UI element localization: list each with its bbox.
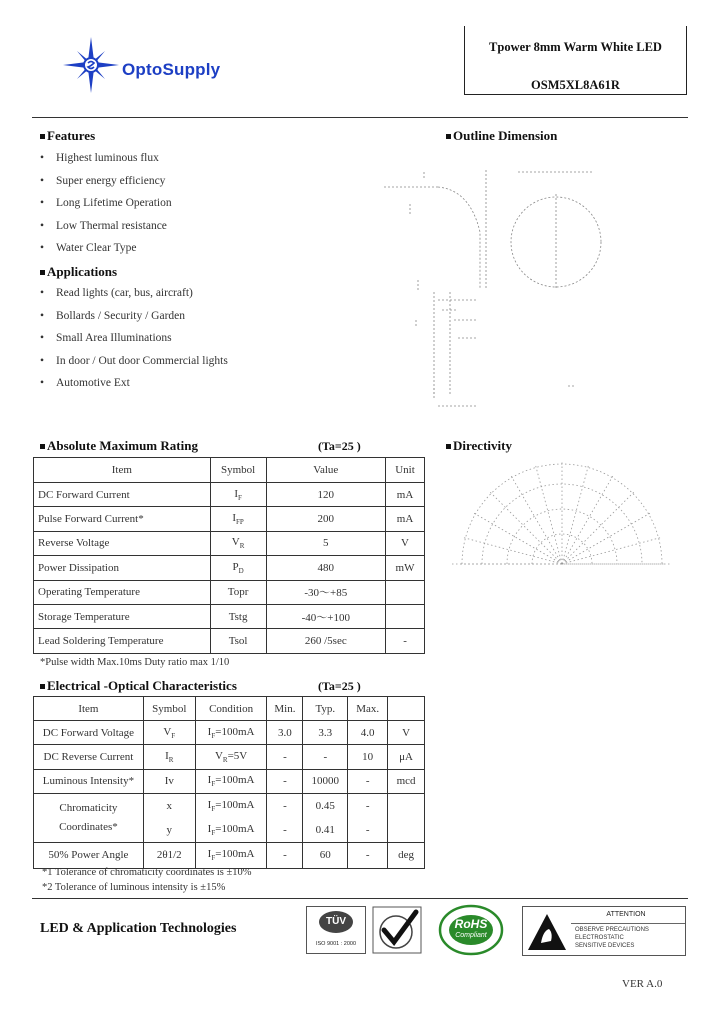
title-box <box>464 26 687 95</box>
amr-row <box>34 604 425 628</box>
feature-item <box>40 242 172 265</box>
feature-item <box>40 220 172 243</box>
amr-row <box>34 556 425 580</box>
eoc-max: 10 <box>348 745 388 769</box>
amr-unit: V <box>386 531 425 555</box>
eoc-typ: 10000 <box>303 769 348 793</box>
directivity-radiation-diagram <box>446 460 676 582</box>
eoc-max: - <box>348 818 388 842</box>
eoc-symbol: $V_F$ <box>143 721 195 745</box>
eoc-min: - <box>267 818 303 842</box>
amr-unit <box>386 580 425 604</box>
eoc-chroma-item: Chromaticity Coordinates* <box>34 794 144 843</box>
bullet-dot-icon: • <box>40 332 45 345</box>
eoc-heading: Electrical -Optical Characteristics <box>40 678 237 694</box>
amr-value: 200 <box>266 507 386 531</box>
eoc-symbol: x <box>143 794 195 818</box>
eoc-typ: 0.41 <box>303 818 348 842</box>
amr-row <box>34 483 425 507</box>
bullet-dot-icon: • <box>40 377 45 390</box>
eoc-unit: mcd <box>388 769 425 793</box>
eoc-item: DC Reverse Current <box>34 745 144 769</box>
eoc-col-min: Min. <box>267 697 303 721</box>
bullet-dot-icon: • <box>40 152 45 164</box>
feature-item <box>40 197 172 220</box>
directivity-heading: Directivity <box>446 438 512 454</box>
section-bullet-icon <box>40 270 45 275</box>
amr-symbol: Topr <box>210 580 266 604</box>
eoc-symbol: y <box>143 818 195 842</box>
applications-heading: Applications <box>40 264 117 280</box>
application-item-text: Automotive Ext <box>56 377 130 390</box>
eoc-item: 50% Power Angle <box>34 842 144 868</box>
eoc-item: Luminous Intensity* <box>34 769 144 793</box>
eoc-note-1: *1 Tolerance of chromaticity coordinates is ±10% <box>42 867 252 878</box>
company-name: LED & Application Technologies <box>40 921 237 936</box>
eoc-min: - <box>267 842 303 868</box>
features-heading: Features <box>40 128 95 144</box>
amr-item: Storage Temperature <box>34 604 211 628</box>
eoc-col-max: Max. <box>348 697 388 721</box>
outline-dimension-drawing <box>378 160 618 416</box>
section-bullet-icon <box>446 134 451 139</box>
attention-text: ATTENTION <box>606 911 646 918</box>
eoc-typ: 3.3 <box>303 721 348 745</box>
eoc-condition: $I_F=100mA$ <box>195 721 267 745</box>
eoc-chroma-row <box>34 794 425 818</box>
amr-value: 5 <box>266 531 386 555</box>
amr-value: -30～+85 <box>266 580 386 604</box>
amr-value: 120 <box>266 483 386 507</box>
eoc-condition: (Ta=25 ) <box>318 679 361 693</box>
eoc-min: - <box>267 769 303 793</box>
eoc-condition: $I_F=100mA$ <box>195 842 267 868</box>
compliant-label: Compliant <box>455 932 487 939</box>
eoc-max: - <box>348 842 388 868</box>
attention-divider <box>571 923 685 924</box>
eoc-col-item: Item <box>34 697 144 721</box>
eoc-typ: 0.45 <box>303 794 348 818</box>
directivity-grid-spoke <box>562 464 589 564</box>
application-item-text: In door / Out door Commercial lights <box>56 354 228 367</box>
eoc-symbol: Iv <box>143 769 195 793</box>
applications-list <box>40 287 228 400</box>
product-title: Tpower 8mm Warm White LED <box>489 40 662 54</box>
eoc-col-condition: Condition <box>195 697 267 721</box>
eoc-col-typ: Typ. <box>303 697 348 721</box>
eoc-symbol: $I_R$ <box>143 745 195 769</box>
directivity-grid-spoke <box>488 490 562 564</box>
eoc-row <box>34 721 425 745</box>
part-number: OSM5XL8A61R <box>531 78 620 92</box>
eoc-typ: - <box>303 745 348 769</box>
application-item-text: Read lights (car, bus, aircraft) <box>56 287 193 299</box>
amr-header-row <box>34 458 425 483</box>
footer-divider <box>32 898 688 899</box>
feature-item-text: Highest luminous flux <box>56 152 159 164</box>
bullet-dot-icon: • <box>40 287 45 299</box>
section-bullet-icon <box>446 444 451 449</box>
amr-symbol: $V_R$ <box>210 531 266 555</box>
eoc-max: - <box>348 794 388 818</box>
amr-condition: (Ta=25 ) <box>318 439 361 453</box>
bullet-dot-icon: • <box>40 219 45 232</box>
directivity-grid-spoke <box>562 512 652 564</box>
directivity-grid-spoke <box>472 512 562 564</box>
directivity-grid-spoke <box>510 474 562 564</box>
amr-row <box>34 580 425 604</box>
eoc-condition: $I_F=100mA$ <box>195 818 267 842</box>
rohs-label: RoHS <box>454 917 488 931</box>
amr-unit: mA <box>386 507 425 531</box>
amr-unit <box>386 604 425 628</box>
esd-warning-icon <box>527 913 567 951</box>
amr-symbol: $P_D$ <box>210 556 266 580</box>
outline-heading: Outline Dimension <box>446 128 557 144</box>
application-item <box>40 355 228 378</box>
eoc-row <box>34 745 425 769</box>
amr-item: Lead Soldering Temperature <box>34 629 211 653</box>
eoc-header-row <box>34 697 425 721</box>
feature-item-text: Long Lifetime Operation <box>56 197 172 210</box>
esd-attention-label <box>522 906 686 956</box>
version-label: VER A.0 <box>622 978 663 990</box>
iso-label: ISO 9001 : 2000 <box>315 941 357 947</box>
amr-item: DC Forward Current <box>34 483 211 507</box>
amr-col-symbol: Symbol <box>210 458 266 483</box>
amr-symbol: $I_{FP}$ <box>210 507 266 531</box>
amr-item: Reverse Voltage <box>34 531 211 555</box>
amr-value: 260 /5sec <box>266 629 386 653</box>
section-bullet-icon <box>40 134 45 139</box>
features-list <box>40 152 172 265</box>
eoc-col-symbol: Symbol <box>143 697 195 721</box>
feature-item-text: Low Thermal resistance <box>56 219 167 232</box>
brand-name: OptoSupply <box>122 60 221 79</box>
amr-heading: Absolute Maximum Rating <box>40 438 198 454</box>
eoc-min: 3.0 <box>267 721 303 745</box>
eoc-col-unit <box>388 697 425 721</box>
eoc-condition: $I_F=100mA$ <box>195 769 267 793</box>
eoc-typ: 60 <box>303 842 348 868</box>
feature-item <box>40 175 172 198</box>
directivity-grid-spoke <box>462 537 562 564</box>
eoc-unit <box>388 794 425 843</box>
eoc-max: - <box>348 769 388 793</box>
eoc-table <box>33 696 425 869</box>
rohs-compliant-badge <box>438 904 504 956</box>
amr-unit: mA <box>386 483 425 507</box>
eoc-item: DC Forward Voltage <box>34 721 144 745</box>
feature-item-text: Water Clear Type <box>56 242 137 255</box>
bullet-dot-icon: • <box>40 174 45 187</box>
application-item <box>40 310 228 333</box>
directivity-grid-spoke <box>562 490 636 564</box>
amr-item: Power Dissipation <box>34 556 211 580</box>
eoc-row <box>34 842 425 868</box>
esd-text: OBSERVE PRECAUTIONS ELECTROSTATIC SENSITIVE DEVICES <box>575 927 649 949</box>
amr-value: 480 <box>266 556 386 580</box>
feature-item-text: Super energy efficiency <box>56 174 166 187</box>
application-item <box>40 377 228 400</box>
amr-unit: mW <box>386 556 425 580</box>
eoc-unit: V <box>388 721 425 745</box>
bullet-dot-icon: • <box>40 197 45 210</box>
amr-table <box>33 457 425 654</box>
eoc-condition: $I_F=100mA$ <box>195 794 267 818</box>
application-item <box>40 287 228 310</box>
amr-col-unit: Unit <box>386 458 425 483</box>
tuv-iso-certification-badge <box>306 906 366 954</box>
amr-row <box>34 531 425 555</box>
amr-symbol: Tstg <box>210 604 266 628</box>
amr-symbol: $I_F$ <box>210 483 266 507</box>
bullet-dot-icon: • <box>40 354 45 367</box>
amr-symbol: Tsol <box>210 629 266 653</box>
directivity-grid-spoke <box>535 464 562 564</box>
eoc-min: - <box>267 794 303 818</box>
eoc-row <box>34 769 425 793</box>
amr-col-item: Item <box>34 458 211 483</box>
header-divider <box>32 117 688 118</box>
amr-unit: - <box>386 629 425 653</box>
amr-row <box>34 629 425 653</box>
eoc-symbol: 2θ1/2 <box>143 842 195 868</box>
eoc-max: 4.0 <box>348 721 388 745</box>
application-item-text: Bollards / Security / Garden <box>56 309 186 322</box>
eoc-condition: $V_R=5V$ <box>195 745 267 769</box>
eoc-note-2: *2 Tolerance of luminous intensity is ±15% <box>42 882 226 893</box>
bullet-dot-icon: • <box>40 242 45 255</box>
eoc-unit: μA <box>388 745 425 769</box>
bullet-dot-icon: • <box>40 309 45 322</box>
eoc-min: - <box>267 745 303 769</box>
eoc-unit: deg <box>388 842 425 868</box>
amr-note: *Pulse width Max.10ms Duty ratio max 1/10 <box>40 657 230 668</box>
application-item <box>40 332 228 355</box>
tuv-logo-icon: TÜV <box>319 911 353 933</box>
section-bullet-icon <box>40 444 45 449</box>
amr-row <box>34 507 425 531</box>
section-bullet-icon <box>40 684 45 689</box>
amr-item: Pulse Forward Current* <box>34 507 211 531</box>
amr-col-value: Value <box>266 458 386 483</box>
amr-item: Operating Temperature <box>34 580 211 604</box>
amr-value: -40～+100 <box>266 604 386 628</box>
feature-item <box>40 152 172 175</box>
certified-company-check-icon <box>372 906 422 954</box>
directivity-grid-spoke <box>562 474 614 564</box>
application-item-text: Small Area Illuminations <box>56 332 172 345</box>
